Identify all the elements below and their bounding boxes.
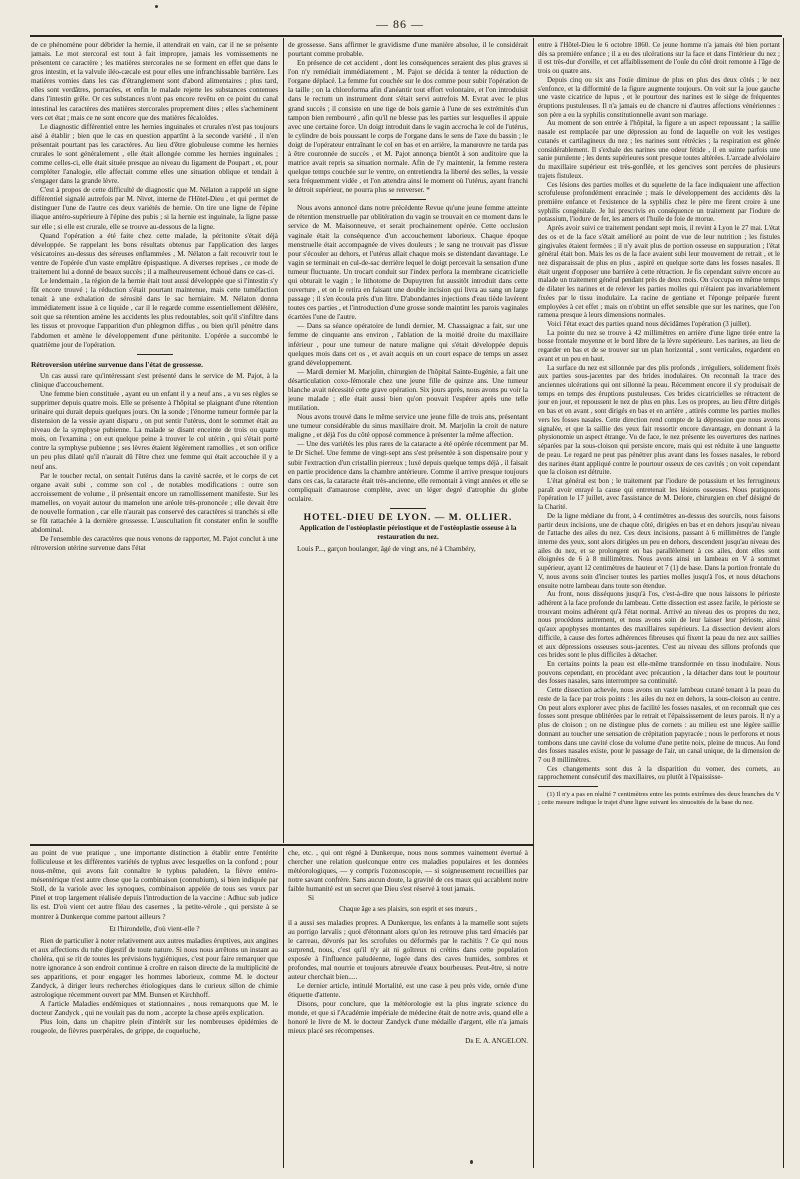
verse-quote: Chaque âge a ses plaisirs, son esprit et ses mœurs , — [339, 906, 477, 914]
question-line: Et l'hirondelle, d'où vient-elle ? — [109, 924, 200, 933]
page-number: — 86 — — [376, 17, 424, 31]
paragraph: Par le toucher rectal, on sentait l'utérus dans la cavité sacrée, et le corps de cet organe avait subi , comme son col , de notables modifications : outre son accroissement de volume , il présentait encore un ramollissement manifeste. Sur les mamelles, on voyait autour du mamelon une aréole très-prononcée ; elle devait être de nouvelle formation , car elle n'aurait pas conservé des caractères si tranchés si elle se fût rattachée à la dernière grossesse. L'auscultation fit constater enfin le souffle abdominal. — [31, 471, 278, 535]
paragraph: — Mardi dernier M. Marjolin, chirurgien de l'hôpital Sainte-Eugénie, a fait une désarticulation coxo-fémorale chez une jeune fille de quinze ans. Une tumeur blanche avait nécessité cette grave opération. Six jours après, nous avons pu voir la jeune malade ; elle était aussi bien qu'on pouvait l'espérer après une telle mutilation. — [288, 367, 528, 413]
bottom-column-divider — [283, 848, 284, 1168]
footnote-rule — [538, 786, 598, 787]
paragraph: — Dans sa séance opératoire de lundi dernier, M. Chassaignac a fait, sur une femme de cinquante ans environ , l'ablation de la moitié droite du maxillaire inférieur , pour une tumeur de nature maligne qui s'était développée depuis quelques mois dans cet os , et avait acquis en un court espace de temps un assez grand développement. — [288, 322, 528, 367]
paragraph: Nous avons trouvé dans le même service une jeune fille de trois ans, présentant une tumeur considérable du sinus maxillaire droit. M. Marjolin la croit de nature maligne , et déjà l'os du côté opposé commence à présenter la même affection. — [288, 413, 528, 440]
paragraph: Au front, nous disséquons jusqu'à l'os, c'est-à-dire que nous laissons le périoste adhérent à la face profonde du lambeau. Cette dissection est assez facile, le périoste se trouvant moins adhérent qu'à l'état normal. Arrivé au niveau des os propres du nez, nous procédons autrement, et nous avons soin de leur laisser leur périoste, ainsi qu'aux apophyses montantes des maxillaires supérieurs. La dissection devient alors difficile, à cause des fortes adhérences fibreuses qui fixent la peau du nez aux saillies et aux dépressions osseuses sous-jacentes. C'est au niveau des sillons profonds que ces brides sont le plus difficiles à détacher. — [538, 590, 780, 660]
paragraph: La pointe du nez se trouve à 42 millimètres en arrière d'une ligne tirée entre la bosse frontale moyenne et le bord libre de la lèvre supérieure. Les narines, au lieu de regarder en bas et de se trouver sur un plan horizontal , sont verticales, regardent en avant et un peu en haut. — [538, 328, 780, 363]
footnote: (1) Il n'y a pas en réalité 7 centimètres entre les points extrêmes des deux branches du V ; cette mesure indique le trajet d'une ligne suivant les sinuosités de la base du nez. — [538, 791, 780, 807]
paragraph: Nous avons annoncé dans notre précédente Revue qu'une jeune femme atteinte de rétention menstruelle par oblitération du vagin se trouvait en ce moment dans le service de M. Maisonneuve, et serait prochainement opérée. Cette occlusion vaginale était la conséquence d'un accouchement laborieux. Chaque époque menstruelle était accompagnée de vives douleurs ; le sang ne trouvait pas d'issue pour s'écouler au dehors, et l'utérus allait chaque mois se distendant davantage. Le vagin se terminait en cul-de-sac derrière lequel le doigt percevait la sensation d'une tumeur fluctuante. Un trocart conduit sur l'index perfora la membrane cicatricielle qui obturait le vagin ; le lithotome de Dupuytren fut aussitôt introduit dans cette ouverture , et on le retira en faisant une double incision qui livra au sang un large passage ; il s'en écoula près d'un litre. D'abondantes injections d'eau tiède lavèrent toutes ces parties , et l'introduction d'une grosse sonde maintint les parois vaginales écartées l'une de l'autre. — [288, 204, 528, 322]
separator-rule — [137, 354, 173, 355]
paragraph: Quand l'opération a été faite chez cette malade, la péritonite s'était déjà développée. Se rappelant les bons résultats obtenus par l'application des larges vésicatoires au-dessus des séreuses enflammées , M. Nélaton a fait recouvrir tout le ventre de l'opérée d'un vaste emplâtre épispastique. A diverses reprises , ce mode de traitement lui a donné de beaux succès ; il a malheureusement échoué dans ce cas-ci. — [31, 231, 278, 276]
paragraph: Disons, pour conclure, que la météorologie est la plus ingrate science du monde, et que si l'Académie impériale de médecine était de notre avis, quand elle a honoré le livre de M. le docteur Zandyck d'une médaille d'argent, elle n'a jamais mieux placé ses récompenses. — [288, 1000, 528, 1036]
paragraph: Un cas aussi rare qu'intéressant s'est présenté dans le service de M. Pajot, à la clinique d'accouchement. — [31, 371, 278, 389]
column-1 — [31, 41, 278, 841]
separator-rule — [390, 199, 426, 200]
paragraph: Cette dissection achevée, nous avons un vaste lambeau cutané tenant à la peau du reste de la face par trois points : les ailes du nez en dehors, la sous-cloison au centre. On peut alors explorer avec plus de facilité les fosses nasales, et on reconnaît que ces fosses sont presque oblitérées par le retrait et l'épaississement de leurs parois. Il n'y a plus de cloison ; on ne distingue plus de cornets : au milieu est une légère saillie donnant au toucher une sensation de crépitation papyracée ; nous le perforons et nous tombons dans une cavité close du volume d'une petite noix, pleine de mucus. Au fond des fosses nasales existe, pour le passage de l'air, un canal unique, de la dimension de 7 ou 8 millimètres. — [538, 686, 780, 764]
paragraph: Voici l'état exact des parties quand nous décidâmes l'opération (3 juillet). — [547, 320, 751, 328]
header-rule — [30, 35, 782, 37]
paragraph: il a aussi ses maladies propres. A Dunkerque, les enfants à la mamelle sont sujets au porrigo larvalis ; quoi d'étonnant alors qu'on les retrouve plus tard émaciés par le carreau, dévorés par les scrofules ou déformés par le rachitis ? Ce qui nous surprend, nous, c'est qu'il n'y ait ni goîtreux ni crétins dans cette population exposée à l'influence paludéenne, logée dans des caves humides, sombres et profondes, mal nourrie et toujours abreuvée d'eaux bourbeuses. Peut-être, si notre auteur cherchait bien..... — [288, 918, 528, 982]
paragraph: L'état général est bon ; le traitement par l'iodure de potassium et les ferrugineux paraît avoir enrayé la cause qui entretenait les lésions osseuses. Nous pratiquons l'opération le 17 juillet, avec l'assistance de M. Delore, chirurgien en chef désigné de la Charité. — [538, 476, 780, 512]
bottom-column-2 — [288, 849, 528, 1167]
column-divider-2 — [533, 38, 534, 1168]
paragraph: En présence de cet accident , dont les conséquences seraient des plus graves si l'on n'y remédiait immédiatement , M. Pajot se décida à tenter la réduction de l'organe déplacé. La femme fut couchée sur le dos comme pour subir l'opération de la taille ; on la chloroforma afin d'anéantir tout effort volontaire, et l'on introduisit dans le rectum un instrument dont s'était servi autrefois M. Evrat avec le plus grand succès ; il consiste en une tige de bois garnie à l'une de ses extrémités d'un tampon bien rembourré , afin qu'il ne blesse pas les parties sur lesquelles il appuie avec une certaine force. Un doigt introduit dans le vagin accrocha le col de l'utérus, le cylindre de bois poussant le corps de l'organe dans le sens de l'axe du bassin ; le doigt de l'opérateur entraînant le col en bas et en arrière, la manœuvre ne tarda pas à être couronnée de succès , et M. Pajot annonça bientôt à son auditoire que la matrice avait repris sa situation normale. Afin de l'y maintenir, la femme restera quelque temps couchée sur le ventre, on entretiendra la liberté des selles, la vessie sera fréquemment vidée , et l'on attendra ainsi le moment où l'utérus, ayant franchi le détroit supérieur, ne pourra plus se renverser. * — [288, 59, 528, 195]
ink-spot — [470, 1160, 473, 1164]
paragraph: Rien de particulier à noter relativement aux autres maladies éruptives, aux angines et aux affections du tube digestif de toute nature. Si nous nous arrêtons un instant au choléra, qui se rit de toutes les prévisions hygiéniques, c'est pour faire remarquer que notre ignorance à son endroit continue à croître en raison directe de la multiplicité de ses apparitions, et pour engager les hommes laborieux, comme M. le docteur Zandyck, à diriger leurs recherches étiologiques dans le curieux sillon de chimie astrologique récemment ouvert par MM. Bunsen et Kirchhoff. — [31, 936, 278, 1000]
paragraph: au point de vue pratique , une importante distinction à établir entre l'entérite folliculeuse et les différentes variétés de typhus avec lesquelles on la confond ; pour nous-même, qui avons fait connaître le typhus paludéen, la fièvre entéro-mésentérique n'est autre chose que la combinaison (connubium), si bien indiquée par Stoll, de la variole avec les synoques, combinaison appelée de tous ses vœux par Pinel et trop largement réalisée depuis l'introduction de la vaccine : Adhuc sub judice lis est. D'où vient cet autre fléau des casernes , la petite-vérole , qui persiste à se montrer à Dunkerque comme partout ailleurs ? — [31, 849, 278, 921]
paragraph: Louis P..., garçon boulanger, âgé de vingt ans, né à Chambéry, — [297, 544, 476, 553]
paragraph: C'est à propos de cette difficulté de diagnostic que M. Nélaton a rappelé un signe différentiel signalé autrefois par M. Nivet, interne de l'Hôtel-Dieu , et qui permet de distinguer l'une de l'autre ces deux variétés de hernie. On tire une ligne de l'épine iliaque antéro-supérieure à l'épine des pubis ; si la hernie est inguinale, la ligne passe sur elle ; si elle est crurale, elle se trouve au-dessous de la ligne. — [31, 186, 278, 231]
paragraph: de grossesse. Sans affirmer le gravidisme d'une manière absolue, il le considérait pourtant comme probable. — [288, 41, 528, 59]
article-title: HOTEL-DIEU DE LYON. — M. OLLIER. — [303, 511, 513, 523]
column-2 — [288, 41, 528, 841]
paragraph: Plus loin, dans un chapitre plein d'intérêt sur les nombreuses épidémies de rougeole, de fièvres puerpérales, de grippe, de coqueluche, — [31, 1018, 278, 1036]
paragraph: Le lendemain , la région de la hernie était tout aussi développée que si l'intestin s'y fût encore trouvé ; la réduction s'était pourtant maintenue, mais cette tuméfaction tenait à une exhalation de sérosité dans le sac herniaire. M. Nélaton donna immédiatement issue à ce liquide , car il le regarde comme essentiellement délétère, soit que sa rétention amène les accidents les plus redoutables, soit qu'il s'infiltre dans les tissus et provoque l'apparition d'un phlegmon diffus , ou bien qu'il pénètre dans l'abdomen et amène le développement d'une péritonite. L'opérée a succombé le quatrième jour de l'opération. — [31, 277, 278, 349]
separator-rule — [390, 508, 426, 509]
paragraph: De l'ensemble des caractères que nous venons de rapporter, M. Pajot conclut à une rétroversion utérine survenue dans l'état — [31, 535, 278, 553]
verse-intro: Si — [308, 894, 314, 903]
paragraph: Ces changements sont dus à la disparition du vomer, des cornets, au rapprochement consécutif des maxillaires, ou plutôt à l'épaississe- — [538, 764, 780, 782]
column-divider-1 — [283, 38, 284, 843]
article-subtitle: Application de l'ostéoplastie périostique et de l'ostéoplastie osseuse à la restauration du nez. — [299, 523, 517, 541]
paragraph: Après avoir suivi ce traitement pendant sept mois, il revint à Lyon le 27 mai. L'état des os et de la face s'était amélioré au point de vue de leur nutrition ; les fistules gingivales étaient fermées ; il n'y avait plus de portion osseuse en suppuration ; l'état général était bon. Mais les os de la face avaient subi leur mouvement de retrait , et le nez disparaissait de plus en plus , aspiré en quelque sorte dans les fosses nasales. Il était urgent d'opposer une barrière à cette rétraction. Je fis cependant suivre encore au malade un traitement général pendant près de deux mois. On s'occupa en même temps de dilater les narines et de relever les parties molles qui n'étaient pas invariablement fixées par le tissu inodulaire. La racine de gentiane et l'éponge préparée furent employées à cet effet ; mais on n'obtint un effet sensible que sur les narines, que l'on ramena presque à leurs dimensions normales. — [538, 224, 780, 320]
right-edge-rule — [783, 38, 784, 1168]
bottom-column-1 — [31, 849, 278, 1167]
paragraph: — Une des variétés les plus rares de la cataracte a été opérée récemment par M. le Dr Sichel. Une femme de vingt-sept ans s'est présentée à son dispensaire pour y subir l'extraction d'un cristallin pierreux ; luxé depuis quelque temps déjà , il faisait en partie procidence dans la chambre antérieure. Comme il arrive presque toujours dans ces cas, la cataracte était très-ancienne, elle remontait à vingt années et elle se compliquait d'amaurose complète, avec un léger degré d'atrophie du globe oculaire. — [288, 440, 528, 503]
paragraph: de ce phénomène pour débrider la hernie, il attendrait en vain, car il ne se présente jamais. Le mot stercoral est tout à fait impropre, jamais les vomissements ne présentent ce caractère ; les matières stercorales ne se forment en effet que dans le gros intestin, et la valvule iléo-cæcale est pour elles une infranchissable barrière. Les matières vomies dans les cas d'étranglement sont d'abord alimentaires ; plus tard, elles sont verdâtres, porracées, et enfin le malade rejette les substances contenues dans l'intestin grêle. Or ces substances n'ont pas encore revêtu en ce point du canal intestinal les caractères des matières stercorales proprement dites ; elles s'acheminent vers cet état ; mais ce ne sont encore que des matières fécaloïdes. — [31, 41, 278, 122]
paragraph: Le diagnostic différentiel entre les hernies inguinales et crurales n'est pas toujours aisé à établir ; bien que le cas en question appartînt à la seconde variété , il n'en présentait pourtant pas les caractères. Au lieu d'être globuleuse comme les hernies crurales le sont généralement , elle était allongée comme les hernies inguinales ; comme celles-ci, elle était située presque au niveau du ligament de Poupart , et, pour compléter l'analogie, elle affectait comme elles une situation oblique et tendait à s'engager dans la grande lèvre. — [31, 122, 278, 186]
paragraph: Le dernier article, intitulé Mortalité, est une case à peu près vide, ornée d'une étiquette d'attente. — [288, 982, 528, 1000]
paragraph: A l'article Maladies endémiques et stationnaires , nous remarquons que M. le docteur Zandyck , qui ne voulait pas du nom , accepte la chose après explication. — [31, 1000, 278, 1018]
paragraph: Une femme bien constituée , ayant eu un enfant il y a neuf ans , a vu ses règles se supprimer depuis quatre mois. Elle se présente à l'hôpital se plaignant d'une rétention urinaire qui durait depuis quelques jours. On la sonde ; l'énorme tumeur formée par la distension de la vessie ayant disparu , on put sentir l'utérus, dont le sommet était au niveau de la symphyse pubienne. La malade se disant enceinte de trois ou quatre mois, on l'examina ; on eut quelque peine à trouver le col utérin , qui s'était porté contre la symphyse pubienne ; ses lèvres étaient légèrement ramollies , et son orifice un peu plus dilaté qu'il n'aurait dû l'être chez une femme qui était accouchée il y a neuf ans. — [31, 389, 278, 471]
section-heading: Rétroversion utérine survenue dans l'état de grossesse. — [31, 359, 203, 369]
paragraph: En certains points la peau est elle-même transformée en tissu inodulaire. Nous pouvons cependant, en procédant avec précaution , la détacher dans tout le pourtour des fosses nasales, sans interrompre sa continuité. — [538, 660, 780, 686]
paragraph: Au moment de son entrée à l'hôpital, la figure a un aspect repoussant ; la saillie nasale est remplacée par une dépression au fond de laquelle on voit les vestiges cutanés et cartilagineux du nez ; les narines sont rétrécies ; la respiration est gênée considérablement. Il s'exhale des narines une odeur fétide , il en suinte parfois une sanie purulente ; les dents supérieures sont presque toutes altérées. L'arcade alvéolaire du maxillaire supérieur est très-gonflée, et les gencives sont percées de plusieurs trajets fistuleux. — [538, 119, 780, 180]
paragraph: entre à l'Hôtel-Dieu le 6 octobre 1860. Ce jeune homme n'a jamais été bien portant dès sa première enfance ; il a eu des ulcérations sur la face et dans l'intérieur du nez ; il est très-dur d'oreille, et cet affaiblissement de l'ouïe du côté droit remonte à l'âge de trois ou quatre ans. — [538, 41, 780, 76]
paragraph: Ces lésions des parties molles et du squelette de la face indiquaient une affection scrofuleuse profondément enracinée ; mais le développement des accidents dès la première enfance et l'existence de la syphilis chez le père me firent croire à une syphilis congénitale. Je lui prescrivis en conséquence un traitement par l'iodure de potassium, l'iodure de fer, les amers et l'huile de foie de morue. — [538, 180, 780, 224]
paragraph: che, etc. , qui ont régné à Dunkerque, nous nous sommes vainement évertué à chercher une relation quelconque entre ces maladies populaires et les données météorologiques, — y compris l'ozonoscopie, — si soigneusement recueillies par notre savant confrère. Sans aucun doute, la gravité de ces maux qui accablent notre faible humanité est un secret que Dieu s'est réservé à tout jamais. — [288, 849, 528, 894]
column-3 — [538, 41, 780, 1165]
paragraph: De la ligne médiane du front, à 4 centimètres au-dessus des sourcils, nous faisons partir deux incisions, une de chaque côté, dirigées en bas et en dehors jusqu'au niveau de l'attache des ailes du nez. Ces deux incisions, passant à 6 millimètres de l'angle interne des yeux, sont alors dirigées un peu en dehors, descendent jusqu'au niveau des ailes du nez, et se prolongent en bas parallèlement à ces ailes, dont elles sont éloignées de 6 à 8 millimètres. Nous avons ainsi un lambeau en V à sommet supérieur, ayant 12 centimètres de hauteur et 7 (1) de base. Dans la portion frontale du V, nous avons soin d'inciser toutes les parties molles jusqu'à l'os, et nous détachons ensuite notre lambeau dans toute son étendue. — [538, 511, 780, 590]
ink-spot — [155, 5, 158, 8]
paragraph: La surface du nez est sillonnée par des plis profonds , irréguliers, solidement fixés aux parties sous-jacentes par des brides inodulaires. On reconnaît la trace des anciennes ulcérations qui ont sillonné la peau. Récemment encore il s'y produisait de temps en temps des éruptions pustuleuses. Ces brides cicatricielles se rétractent de jour en jour, et repoussent le nez de plus en plus. Les os propres, au lieu d'être dirigés en bas et en avant , sont dirigés en bas et en arrière , attirés comme les parties molles vers les fosses nasales. Cette direction rend compte de la dépression que nous avons signalée, et que la saillie des yeux fait ressortir encore davantage, en donnant à la physionomie un aspect étrange. Vu de face, le nez présente les ouvertures des narines séparées par la sous-cloison qui persiste encore, mais qui est réduite à une languette de peau. Le regard ne peut pas pénétrer plus avant dans les fosses nasales, le rebord des narines étant appliqué contre le pourtour osseux de ces cavités ; on voit cependant que la cloison est détruite. — [538, 363, 780, 477]
signature: Dr E. A. ANGELON. — [465, 1036, 528, 1045]
paragraph: Depuis cinq ou six ans l'ouïe diminue de plus en plus des deux côtés ; le nez s'enfonce, et la difformité de la figure augmente toujours. On voit sur la joue gauche une vaste cicatrice de lupus , et le pourtour des narines est le siège de fréquentes éruptions pustuleuses. Il n'a jamais eu de chancre ni d'autres affections vénériennes : son père a eu la syphilis constitutionnelle avant son mariage. — [538, 75, 780, 119]
section-divider — [30, 844, 533, 846]
